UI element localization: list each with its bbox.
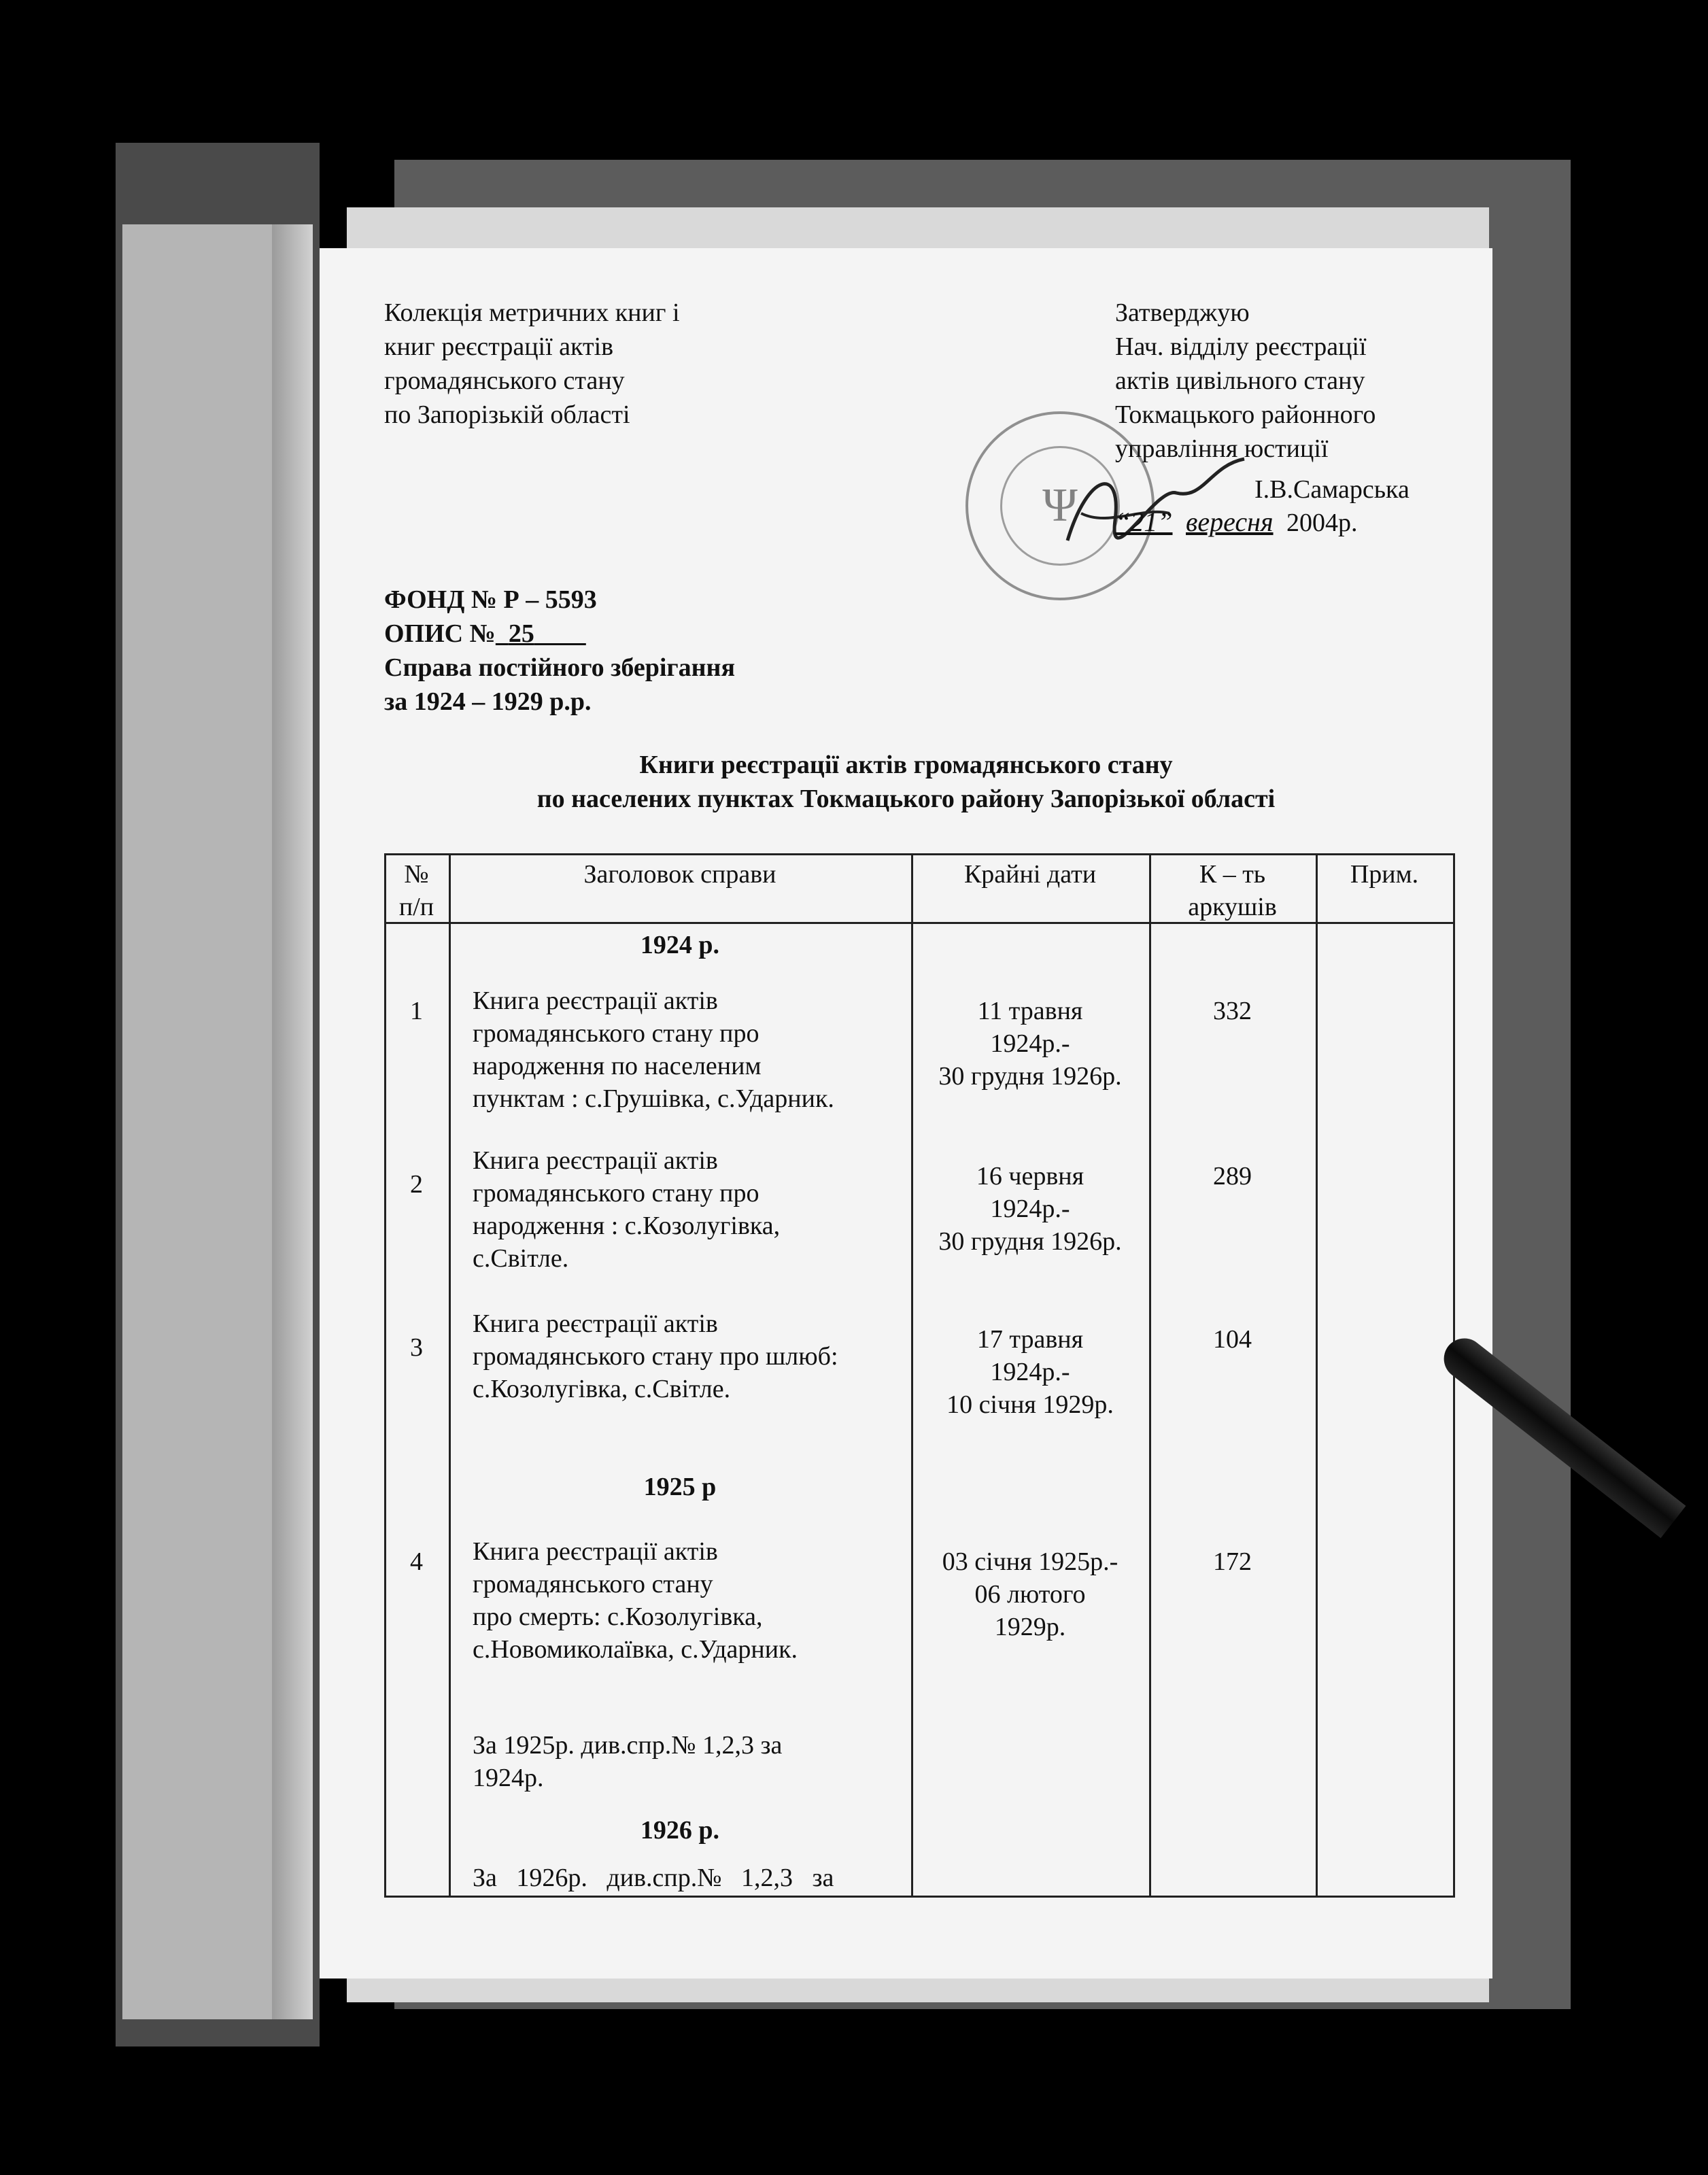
row-num: 4 <box>410 1547 423 1576</box>
document-title <box>320 748 1492 816</box>
row-title: Книга реєстрації актів громадянського стану про смерть: с.Козолугівка, с.Новомиколаївка, с.Ударник. <box>473 1537 798 1664</box>
row-num: 2 <box>410 1170 423 1199</box>
row-sheets: 172 <box>1213 1547 1252 1576</box>
row-title: Книга реєстрації актів громадянського стану про народження : с.Козолугівка, с.Світле. <box>473 1146 781 1273</box>
year-heading-1924: 1924 р. <box>640 931 720 959</box>
note-1926: За 1926р. див.спр.№ 1,2,3 за <box>473 1864 834 1892</box>
approval-line: Токмацького районного <box>1115 400 1376 429</box>
row-num: 3 <box>410 1333 423 1362</box>
approval-line: Нач. відділу реєстрації <box>1115 332 1367 361</box>
document-page <box>320 248 1492 1979</box>
fond-block <box>384 583 735 719</box>
row-dates: 03 січня 1925р.- 06 лютого 1929р. <box>942 1547 1118 1641</box>
signatory-name: І.В.Самарська <box>1254 475 1410 504</box>
row-dates: 16 червня 1924р.- 30 грудня 1926р. <box>938 1162 1122 1256</box>
row-title: Книга реєстрації актів громадянського стану про шлюб: с.Козолугівка, с.Світле. <box>473 1309 838 1403</box>
fond-period: за 1924 – 1929 р.р. <box>384 687 592 716</box>
row-sheets: 289 <box>1213 1162 1252 1191</box>
trident-icon: Ψ <box>1042 479 1078 532</box>
collection-block <box>384 296 680 432</box>
approval-line: Затверджую <box>1115 298 1250 327</box>
collection-line: Колекція метричних книг і <box>384 298 680 327</box>
opys-label: ОПИС № <box>384 619 496 648</box>
inventory-table <box>384 853 1455 1898</box>
note-1925: За 1925р. див.спр.№ 1,2,3 за 1924р. <box>473 1731 783 1792</box>
fond-number: ФОНД № Р – 5593 <box>384 585 597 614</box>
approval-block <box>1115 296 1410 539</box>
year-heading-1925: 1925 р <box>643 1473 717 1501</box>
header-dates: Крайні дати <box>963 860 1097 889</box>
approval-date-month: вересня <box>1186 507 1274 537</box>
row-sheets: 104 <box>1213 1325 1252 1354</box>
binder-fold <box>272 224 313 2019</box>
row-title: Книга реєстрації актів громадянського стану про народження по населеним пунктам : с.Грушівка, с.Ударник. <box>473 987 834 1113</box>
row-dates: 17 травня 1924р.- 10 січня 1929р. <box>946 1325 1114 1419</box>
collection-line: по Запорізькій області <box>384 400 630 429</box>
year-heading-1926: 1926 р. <box>640 1816 720 1845</box>
row-dates: 11 травня 1924р.- 30 грудня 1926р. <box>938 997 1122 1091</box>
header-title: Заголовок справи <box>583 860 776 889</box>
approval-line: управління юстиції <box>1115 434 1329 463</box>
header-sheets: К – ть аркушів <box>1188 860 1277 921</box>
storage-type: Справа постійного зберігання <box>384 653 736 682</box>
row-num: 1 <box>410 997 423 1025</box>
title-line: Книги реєстрації актів громадянського стану <box>639 751 1173 779</box>
approval-line: актів цивільного стану <box>1115 366 1365 395</box>
opys-number: 25 <box>508 619 534 648</box>
header-notes: Прим. <box>1350 860 1419 889</box>
row-sheets: 332 <box>1213 997 1252 1025</box>
approval-date-day: “21” <box>1115 507 1173 537</box>
approval-date-year: 2004р. <box>1286 509 1358 537</box>
collection-line: громадянського стану <box>384 366 625 395</box>
title-line: по населених пунктах Токмацького району Запорізької області <box>536 785 1276 813</box>
collection-line: книг реєстрації актів <box>384 332 614 361</box>
header-num: № п/п <box>398 860 434 921</box>
